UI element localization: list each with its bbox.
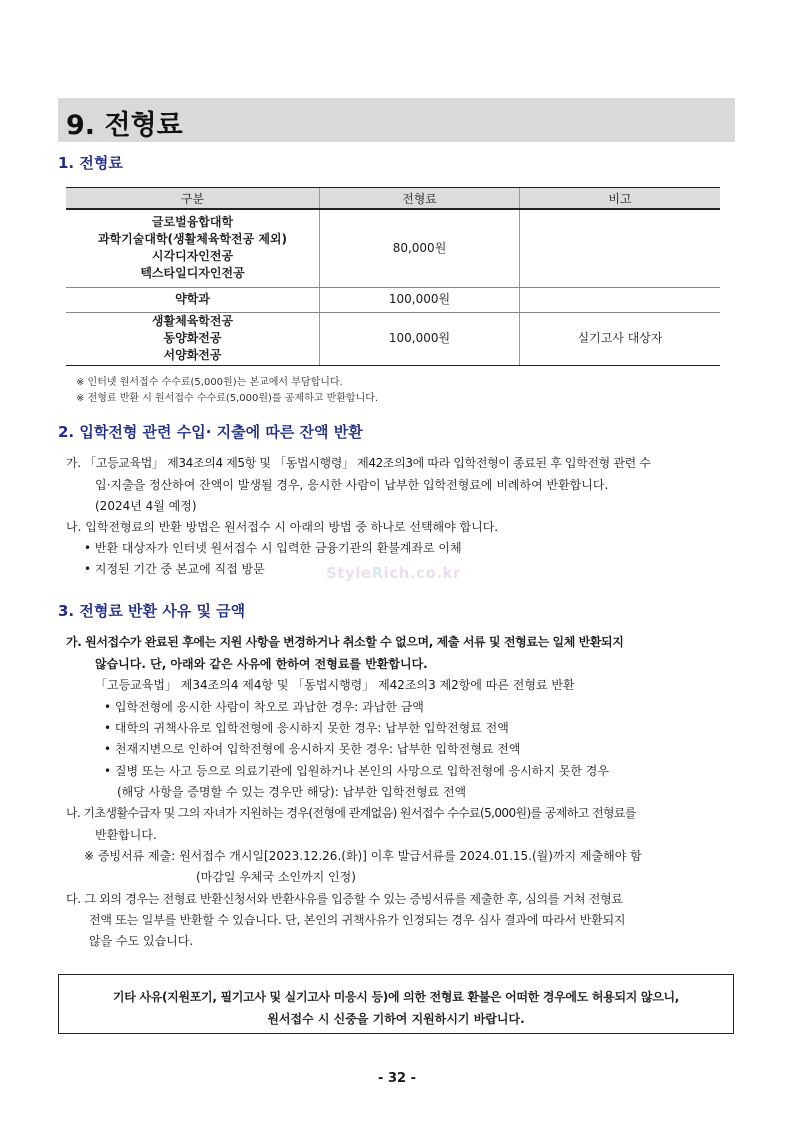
fee-note: ※ 인터넷 원서접수 수수료(5,000원)는 본교에서 부담합니다. [76,377,343,388]
dept-cell [66,312,320,365]
fee-table [66,187,720,366]
table-row [66,312,720,365]
fee-cell: 80,000원 [320,209,520,287]
section-2-line: • 지정된 기간 중 본교에 직접 방문 [84,562,265,576]
section-3-line: 않습니다. 단, 아래와 같은 사유에 한하여 전형료를 반환합니다. [95,657,428,671]
remarks-cell [520,209,721,287]
section-1-title: 1. 전형료 [58,154,123,172]
dept-line: 글로벌융합대학 [151,215,234,230]
dept-line: 텍스타일디자인전공 [140,266,245,281]
dept-line: 약학과 [175,292,210,306]
chapter-header [58,98,735,142]
section-2-line: 입·지출을 정산하여 잔액이 발생될 경우, 응시한 사람이 납부한 입학전형료에 비례하여 반환합니다. [95,478,609,492]
fee-cell: 100,000원 [320,287,520,312]
notice-line: 원서접수 시 신중을 기하여 지원하시기 바랍니다. [267,1012,525,1026]
chapter-title: 9. 전형료 [66,110,183,141]
fee-note: ※ 전형료 반환 시 원서접수 수수료(5,000원)를 공제하고 반환합니다. [76,393,379,404]
section-2-line: 나. 입학전형료의 반환 방법은 원서접수 시 아래의 방법 중 하나로 선택해야 합니다. [66,520,499,534]
header-category: 구분 [66,188,320,210]
section-2-title: 2. 입학전형 관련 수입· 지출에 따른 잔액 반환 [58,423,363,441]
fee-cell: 100,000원 [320,312,520,365]
dept-cell [66,209,320,287]
header-fee: 전형료 [320,188,520,210]
dept-cell [66,287,320,312]
remarks-cell [520,287,721,312]
section-3-line: 가. 원서접수가 완료된 후에는 지원 사항을 변경하거나 취소할 수 없으며, 제출 서류 및 전형료는 일체 반환되지 [66,635,624,649]
notice-box [58,974,734,1034]
watermark [326,564,461,582]
watermark-text: Style [326,564,372,582]
section-3-line: • 대학의 귀책사유로 입학전형에 응시하지 못한 경우: 납부한 입학전형료 전액 [104,721,509,735]
remarks-cell: 실기고사 대상자 [520,312,721,365]
page-number: - 32 - [378,1071,416,1086]
table-header-row [66,188,720,210]
section-3-line: 다. 그 외의 경우는 전형료 반환신청서와 반환사유를 입증할 수 있는 증빙서류를 제출한 후, 심의를 거쳐 전형료 [66,892,623,906]
dept-line: 과학기술대학(생활체육학전공 제외) [97,232,288,247]
dept-line: 생활체육학전공 [151,314,234,328]
notice-line: 기타 사유(지원포기, 필기고사 및 실기고사 미응시 등)에 의한 전형료 환불은 어떠한 경우에도 허용되지 않으니, [112,990,680,1004]
dept-line: 시각디자인전공 [151,249,234,264]
section-3-line: 반환합니다. [95,828,157,842]
section-3-line: 나. 기초생활수급자 및 그의 자녀가 지원하는 경우(전형에 관계없음) 원서접수 수수료(5,000원)를 공제하고 전형료를 [66,806,636,820]
section-3-line: 전액 또는 일부를 반환할 수 있습니다. 단, 본인의 귀책사유가 인정되는 경우 심사 결과에 따라서 반환되지 [89,913,626,927]
section-3-title: 3. 전형료 반환 사유 및 금액 [58,602,246,620]
section-3-line: (해당 사항을 증명할 수 있는 경우만 해당): 납부한 입학전형료 전액 [117,785,467,799]
header-remarks: 비고 [520,188,721,210]
section-2-line: 가. 「고등교육법」 제34조의4 제5항 및 「동법시행령」 제42조의3에 따라 입학전형이 종료된 후 입학전형 관련 수 [66,456,651,470]
section-3-line: 않을 수도 있습니다. [89,934,194,948]
section-2-line: (2024년 4월 예정) [95,499,197,513]
dept-line: 동양화전공 [163,331,222,345]
section-3-line: (마감일 우체국 소인까지 인정) [196,870,356,884]
section-3-line: ※ 증빙서류 제출: 원서접수 개시일[2023.12.26.(화)] 이후 발급서류를 2024.01.15.(월)까지 제출해야 함 [84,849,642,863]
dept-line: 서양화전공 [163,348,222,362]
section-3-line: • 천재지변으로 인하여 입학전형에 응시하지 못한 경우: 납부한 입학전형료 전액 [104,742,521,756]
watermark-text: R [371,564,384,582]
table-row [66,209,720,287]
section-3-line: • 입학전형에 응시한 사람이 착오로 과납한 경우: 과납한 금액 [104,700,424,714]
watermark-text: ich.co.kr [383,564,461,582]
section-3-line: 「고등교육법」 제34조의4 제4항 및 「동법시행령」 제42조의3 제2항에 따른 전형료 반환 [95,678,575,692]
table-row [66,287,720,312]
section-3-line: • 질병 또는 사고 등으로 의료기관에 입원하거나 본인의 사망으로 입학전형에 응시하지 못한 경우 [104,764,609,778]
section-2-line: • 반환 대상자가 인터넷 원서접수 시 입력한 금융기관의 환불계좌로 이체 [84,541,462,555]
